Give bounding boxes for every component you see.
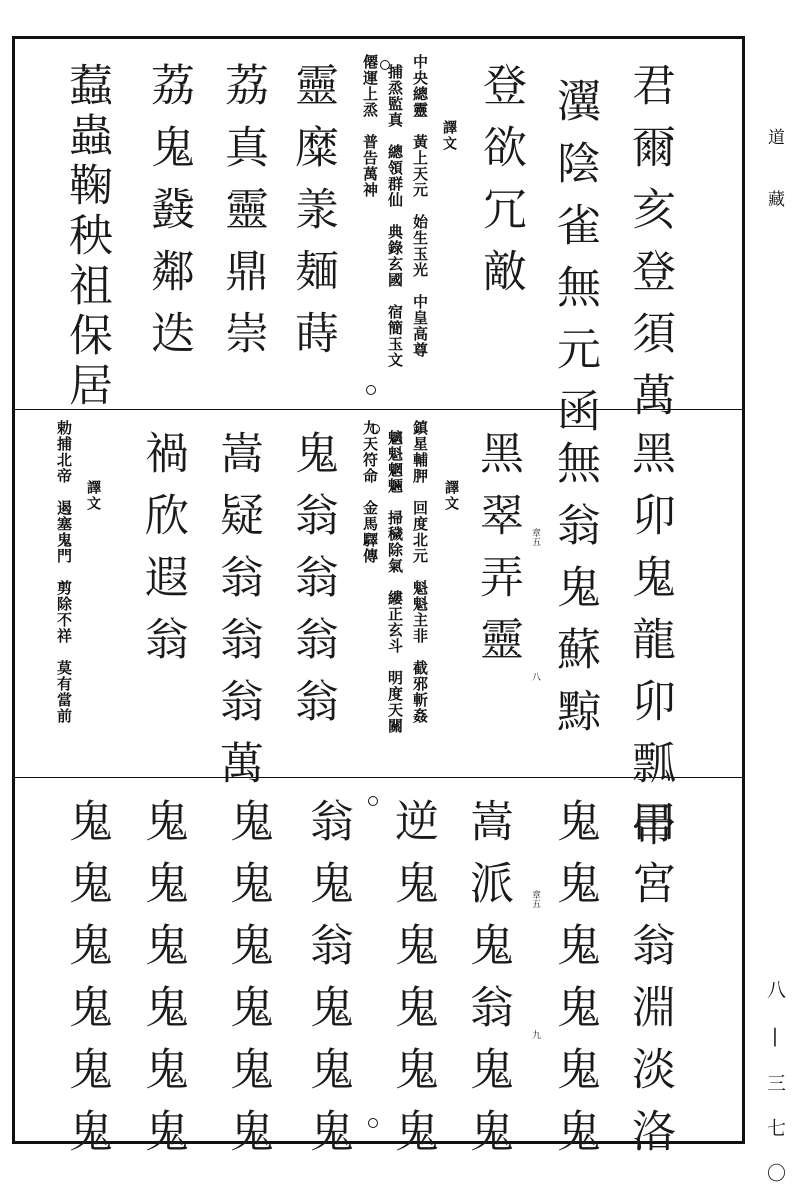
page-number: 八 | 三 七 〇 (764, 980, 786, 1184)
translation-line: 鎮星輔胛 回度北元 魁魁主非 截邪斬姦 (411, 420, 429, 724)
seal-column: 鬼鬼鬼鬼鬼鬼 (61, 798, 112, 1170)
collection-title: 道 藏 (764, 128, 784, 221)
seal-column: 黑翠弄靈 (472, 430, 523, 678)
punctuation-circle (370, 424, 380, 434)
seal-column: 逆鬼鬼鬼鬼鬼 (387, 798, 438, 1170)
seal-column: 田宮翁淵淡洛 (624, 798, 675, 1170)
translation-line: 僊運上烝 普告萬神 (361, 54, 379, 198)
translation-line: 中央總靈 黃上天元 始生玉光 中皇高尊 (411, 54, 429, 358)
translation-line: 九天符命 金馬驛傳 (361, 420, 379, 564)
seal-column: 瀷陰雀無元函 (549, 78, 600, 450)
seal-column: 禍欣遐翁 (137, 430, 188, 678)
translation-line: 勅捕北帝 遏塞鬼門 剪除不祥 莫有當前 (55, 420, 73, 724)
seal-column: 鬼鬼鬼鬼鬼鬼 (549, 798, 600, 1170)
translation-line: 魑魁魍魎 掃穢除氣 縷正玄斗 明度天關 (386, 430, 404, 734)
seal-column: 鬼鬼鬼鬼鬼鬼 (222, 798, 273, 1170)
seal-column: 靈糜羕麺蒔 (287, 62, 338, 372)
punctuation-circle (366, 385, 376, 395)
translation-label: 譯文 (441, 120, 457, 152)
seal-column: 荔真靈鼎崇 (217, 62, 268, 372)
seal-column: 嵩疑翁翁翁萬 (212, 430, 263, 802)
translation-line: 捕烝監真 總領群仙 典錄玄國 宿簡玉文 (386, 64, 404, 368)
seal-column: 鬼翁翁翁翁 (287, 430, 338, 740)
translation-label: 譯文 (85, 480, 101, 512)
translation-label: 譯文 (443, 480, 459, 512)
section-marker: 章五 (530, 890, 540, 908)
seal-column: 嵩派鬼翁鬼鬼 (462, 798, 513, 1170)
section-marker: 章五 (530, 528, 540, 546)
punctuation-circle (368, 1118, 378, 1128)
section-marker: 八 (530, 672, 540, 681)
seal-column: 鬼鬼鬼鬼鬼鬼 (137, 798, 188, 1170)
seal-column: 黑卯鬼龍卯瓢帚 (624, 430, 675, 864)
seal-column: 蠚蟲鞠秧祖保居 (61, 62, 112, 412)
seal-column: 登欲冗敵 (475, 62, 526, 310)
section-marker: 九 (530, 1030, 540, 1039)
punctuation-circle (380, 60, 390, 70)
seal-column: 荔鬼鼗鄰迭 (143, 62, 194, 372)
seal-column: 無翁鬼蘇黥 (549, 440, 600, 750)
punctuation-circle (368, 796, 378, 806)
seal-column: 翁鬼翁鬼鬼鬼 (302, 798, 353, 1170)
seal-column: 君爾亥登須萬 (624, 62, 675, 434)
